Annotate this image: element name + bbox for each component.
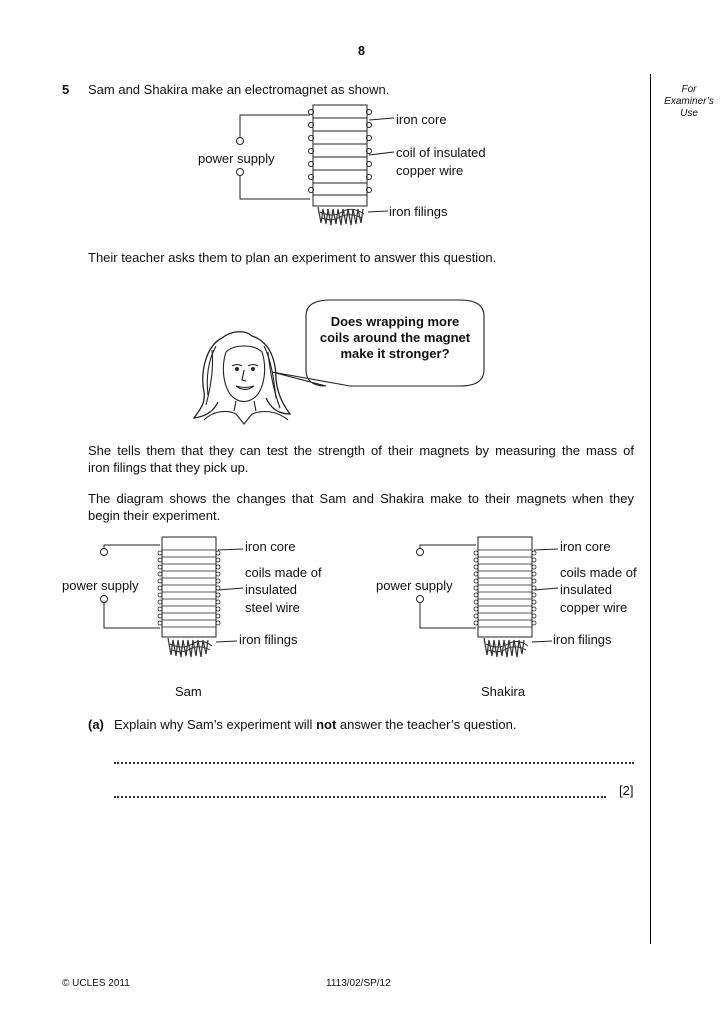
footer-code: 1113/02/SP/12 bbox=[326, 978, 391, 989]
sam-iron-filings-label: iron filings bbox=[239, 632, 298, 647]
shakira-coils-label-1: coils made of bbox=[560, 565, 637, 580]
sam-electromagnet bbox=[101, 537, 244, 657]
teacher-text-line-1: She tells them that they can test the strength of their magnets by measuring the mass of bbox=[88, 443, 634, 458]
sam-name-label: Sam bbox=[175, 684, 202, 699]
diagram-text-line-1: The diagram shows the changes that Sam and Shakira make to their magnets when they bbox=[88, 491, 634, 506]
page-number: 8 bbox=[358, 44, 365, 58]
speech-line-1: Does wrapping more bbox=[330, 314, 460, 329]
speech-line-2: coils around the magnet bbox=[319, 330, 471, 345]
teacher-text-line-2: iron filings that they pick up. bbox=[88, 460, 249, 475]
examiner-line-1: For bbox=[681, 84, 697, 95]
shakira-iron-filings bbox=[484, 638, 524, 657]
part-a-marks: [2] bbox=[619, 783, 634, 798]
fig1-coil-label-1: coil of insulated bbox=[396, 145, 486, 160]
part-a-question bbox=[114, 717, 516, 733]
shakira-iron-core bbox=[478, 537, 532, 637]
fig1-power-supply-label: power supply bbox=[198, 151, 275, 166]
part-a-text-before: Explain why Sam’s experiment will bbox=[114, 717, 317, 732]
footer-copyright: © UCLES 2011 bbox=[62, 978, 130, 989]
examiner-line-2: Examiner’s bbox=[664, 96, 714, 107]
sam-coils-label-3: steel wire bbox=[245, 600, 300, 615]
sam-iron-filings bbox=[168, 638, 208, 657]
sam-coils-label-2: insulated bbox=[245, 582, 298, 597]
shakira-coils-label-2: insulated bbox=[560, 582, 613, 597]
sam-power-supply-label: power supply bbox=[62, 578, 139, 593]
diagram-text-line-2: begin their experiment. bbox=[88, 508, 221, 523]
examiner-line-3: Use bbox=[680, 108, 698, 119]
shakira-iron-filings-label: iron filings bbox=[553, 632, 612, 647]
shakira-electromagnet bbox=[417, 537, 559, 657]
shakira-iron-core-label: iron core bbox=[560, 539, 611, 554]
question-intro: Sam and Shakira make an electromagnet as shown. bbox=[88, 82, 390, 97]
shakira-name-label: Shakira bbox=[481, 684, 526, 699]
sam-iron-core-label: iron core bbox=[245, 539, 296, 554]
shakira-power-supply-label: power supply bbox=[376, 578, 453, 593]
part-a-text-after: answer the teacher’s question. bbox=[336, 717, 517, 732]
sam-iron-core bbox=[162, 537, 216, 637]
part-a-text-bold: not bbox=[316, 717, 337, 732]
sam-coils-label-1: coils made of bbox=[245, 565, 322, 580]
fig1-iron-core-label: iron core bbox=[396, 112, 447, 127]
part-a-label: (a) bbox=[88, 717, 104, 732]
fig1-coil-label-2: copper wire bbox=[396, 163, 464, 178]
speech-line-3: make it stronger? bbox=[340, 346, 450, 361]
question-number: 5 bbox=[62, 82, 70, 97]
shakira-coils-label-3: copper wire bbox=[560, 600, 628, 615]
answer-line-2[interactable] bbox=[114, 796, 606, 798]
fig1-iron-filings-label: iron filings bbox=[389, 204, 448, 219]
plan-text: Their teacher asks them to plan an experiment to answer this question. bbox=[88, 250, 497, 265]
answer-line-1[interactable] bbox=[114, 762, 634, 764]
